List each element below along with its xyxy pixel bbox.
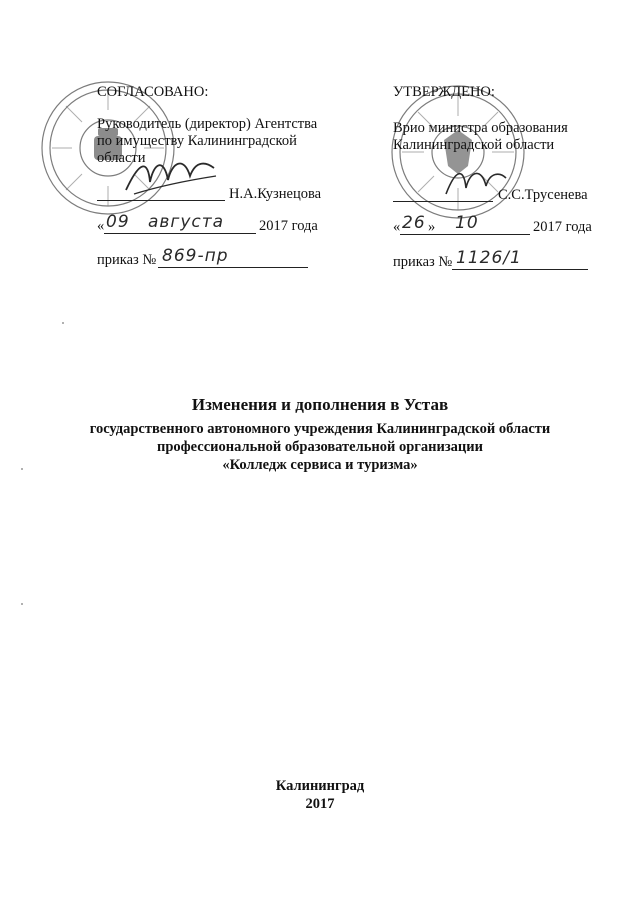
- subtitle-line2: профессиональной образовательной организации: [156, 439, 483, 455]
- left-date-year: 2017 года: [259, 218, 318, 234]
- right-signature-line: [393, 201, 493, 202]
- scan-speck: [62, 322, 64, 324]
- left-order-line: [158, 267, 308, 268]
- left-date-month: августа: [148, 212, 225, 232]
- right-date-year: 2017 года: [533, 219, 592, 235]
- left-signature-icon: [120, 150, 220, 205]
- subtitle-line1: государственного автономного учреждения Калининградской области: [89, 421, 551, 437]
- left-position-line3: области: [97, 150, 146, 166]
- left-position-line1: Руководитель (директор) Агентства: [97, 116, 318, 132]
- right-order-label: приказ №: [393, 254, 453, 270]
- right-position-line2: Калининградской области: [393, 137, 555, 153]
- right-date-line: [400, 234, 530, 235]
- scan-speck: [21, 468, 23, 470]
- left-date-line: [104, 233, 256, 234]
- right-heading: УТВЕРЖДЕНО:: [393, 84, 495, 100]
- left-signature-line: [97, 200, 225, 201]
- left-position-line2: по имуществу Калининградской: [97, 133, 297, 149]
- left-heading: СОГЛАСОВАНО:: [97, 84, 209, 100]
- left-signer-name: Н.А.Кузнецова: [229, 186, 322, 202]
- right-date-quote-open: «: [393, 219, 401, 235]
- right-date-month: 10: [455, 213, 479, 233]
- footer-city: Калининград: [275, 778, 365, 794]
- left-order-label: приказ №: [97, 252, 157, 268]
- right-date-day: 26: [402, 213, 426, 233]
- document-title: Изменения и дополнения в Устав: [191, 395, 449, 414]
- right-date-quote-close: »: [428, 219, 436, 235]
- scan-speck: [21, 603, 23, 605]
- right-order-number: 1126/1: [456, 248, 522, 268]
- subtitle-line3: «Колледж сервиса и туризма»: [222, 457, 418, 473]
- right-position-line1: Врио министра образования: [393, 120, 568, 136]
- footer-year: 2017: [305, 796, 335, 812]
- left-date-quote-open: «: [97, 218, 105, 234]
- right-order-line: [452, 269, 588, 270]
- left-order-number: 869-пр: [162, 246, 229, 266]
- left-date-day: 09: [106, 212, 130, 232]
- right-signer-name: С.С.Трусенева: [498, 187, 588, 203]
